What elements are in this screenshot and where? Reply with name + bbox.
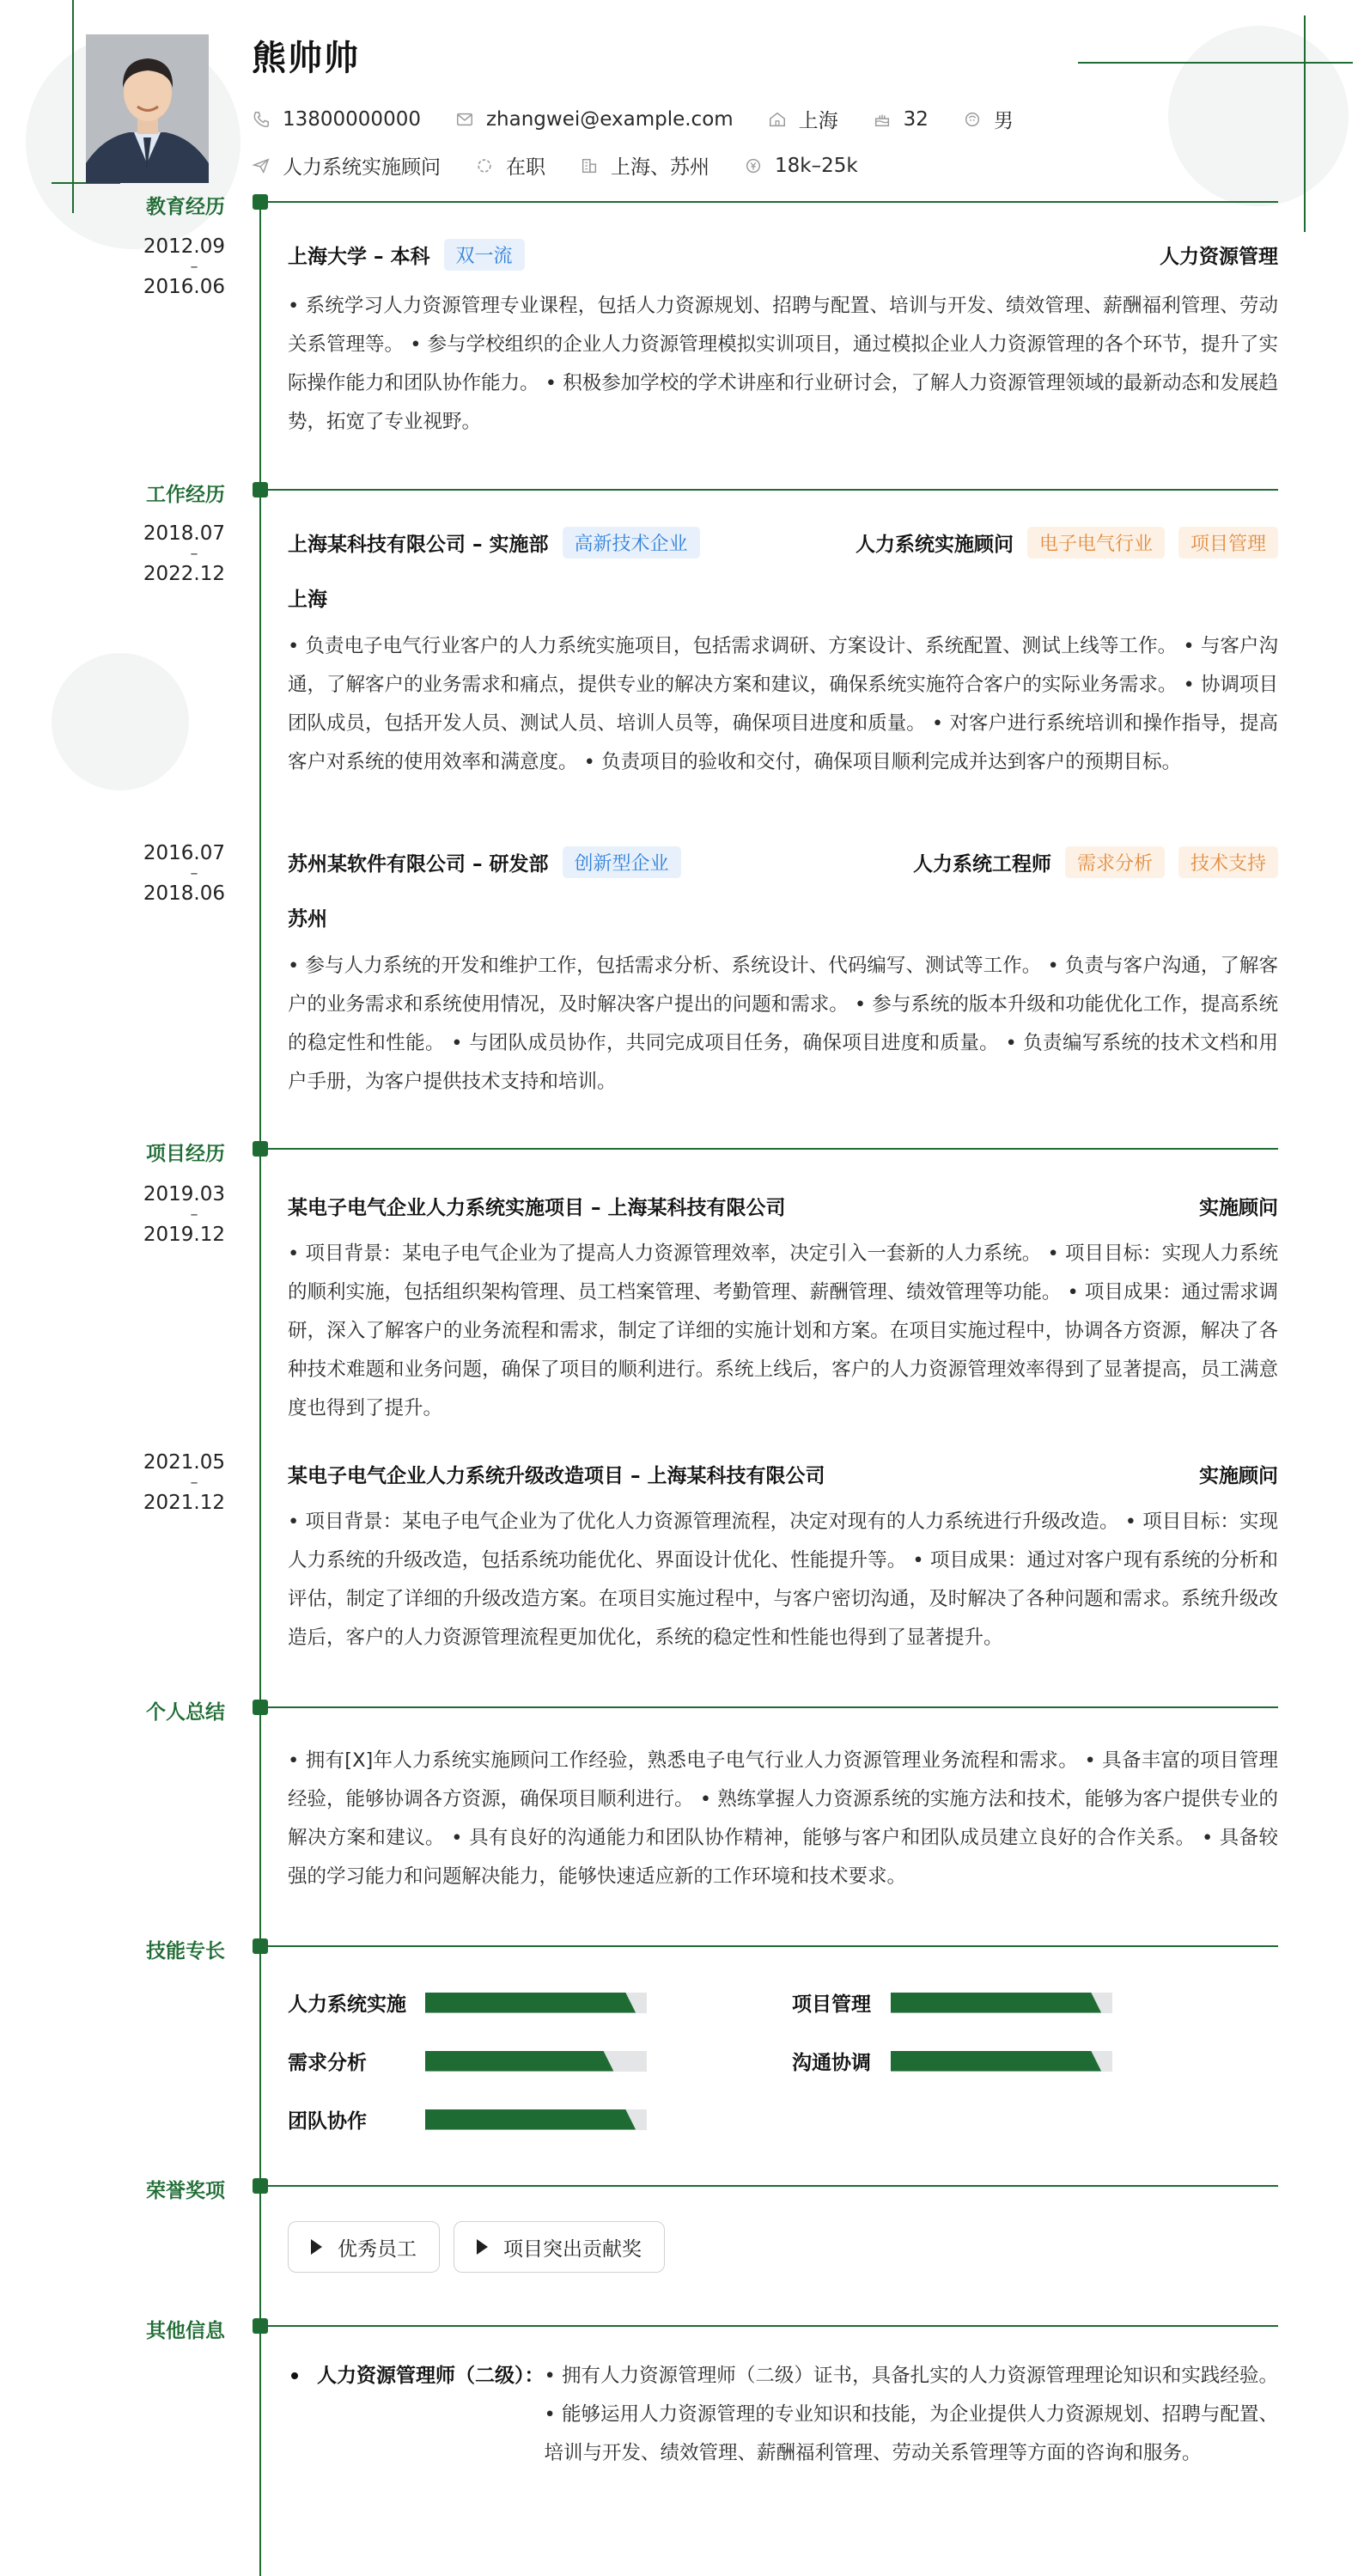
gender-value: 男: [993, 110, 1014, 132]
work-1-tag: 项目管理: [1178, 527, 1278, 559]
work-1-start: 2018.07: [143, 522, 225, 545]
section-title-work: 工作经历: [146, 484, 225, 506]
project-2-header: [288, 1460, 1278, 1488]
project-2-start: 2021.05: [143, 1451, 225, 1474]
home-icon: [768, 110, 787, 129]
project-1-role: 实施顾问: [1199, 1197, 1278, 1219]
position-item: [252, 151, 441, 180]
date-dash: –: [190, 864, 198, 882]
section-marker: [253, 1938, 268, 1954]
project-2-dates: [120, 1452, 225, 1514]
status-value: 在职: [506, 156, 545, 179]
city-value: 上海: [798, 110, 838, 132]
status-item: [475, 151, 545, 180]
work-1-role: 人力系统实施顾问: [855, 534, 1014, 556]
education-end: 2016.06: [143, 276, 225, 298]
work-1-tag: 电子电气行业: [1027, 527, 1165, 559]
age-item: [873, 108, 929, 131]
section-marker: [253, 194, 268, 210]
other-info-text: • 拥有人力资源管理师（二级）证书，具备扎实的人力资源管理理论知识和实践经验。 • 能够运用人力资源管理的专业知识和技能，为企业提供人力资源规划、招聘与配置、培训与开发、绩效管理、薪酬福利管理、劳动关系管理等方面的咨询和服务。: [544, 2365, 1278, 2464]
section-marker: [253, 1141, 268, 1157]
play-icon: [477, 2239, 488, 2255]
section-divider: [268, 2185, 1278, 2187]
gender-item: [963, 105, 1014, 133]
work-2-dates: [120, 843, 225, 905]
job-intent-row: [252, 151, 892, 180]
email-item: [455, 108, 734, 131]
section-title-summary: 个人总结: [146, 1701, 225, 1724]
section-divider: [268, 2325, 1278, 2327]
skill-item: [288, 2105, 647, 2133]
section-title-honors: 荣誉奖项: [146, 2180, 225, 2202]
section-marker: [253, 2178, 268, 2194]
work-2-end: 2018.06: [143, 882, 225, 905]
section-divider: [268, 489, 1278, 491]
city-item: [768, 105, 838, 133]
phone-value: 13800000000: [283, 107, 421, 131]
skill-bar: [425, 2051, 647, 2072]
other-info-item: [288, 2357, 1278, 2473]
skill-bar: [425, 1993, 647, 2013]
work-1-description: • 负责电子电气行业客户的人力系统实施项目，包括需求调研、方案设计、系统配置、测试上线等工作。 • 与客户沟通，了解客户的业务需求和痛点，提供专业的解决方案和建议，确保系统实施符合客户的实际业务需求。 • 协调项目团队成员，包括开发人员、测试人员、培训人员等，确保项目进度和质量。 • 对客户进行系统培训和操作指导，提高客户对系统的使用效率和满意度。 • 负责项目的验收和交付，确保项目顺利完成并达到客户的预期目标。: [288, 635, 1278, 773]
school-name: 上海大学 – 本科: [288, 246, 430, 268]
decor-circle-left-mid: [52, 653, 189, 791]
phone-icon: [252, 110, 271, 129]
education-start: 2012.09: [143, 235, 225, 258]
section-title-other: 其他信息: [146, 2320, 225, 2342]
salary-item: [744, 155, 858, 177]
salary-value: 18k–25k: [775, 154, 858, 177]
honor-badge: [288, 2221, 440, 2273]
project-1-start: 2019.03: [143, 1183, 225, 1206]
work-1-company: 上海某科技有限公司 – 实施部: [288, 534, 549, 556]
skill-bar-fill: [425, 1993, 636, 2013]
project-1-end: 2019.12: [143, 1224, 225, 1246]
avatar-portrait: [86, 34, 209, 183]
mail-icon: [455, 110, 474, 129]
phone-item: [252, 108, 421, 131]
work-1-end: 2022.12: [143, 563, 225, 585]
expected-city-item: [580, 151, 709, 180]
skill-bar-fill: [425, 2109, 636, 2130]
section-title-skills: 技能专长: [146, 1940, 225, 1963]
gender-icon: [963, 110, 982, 129]
project-2-end: 2021.12: [143, 1492, 225, 1514]
play-icon: [311, 2239, 322, 2255]
send-icon: [252, 156, 271, 175]
decor-line: [1078, 62, 1353, 64]
other-info-label: 人力资源管理师（二级）：: [317, 2365, 545, 2387]
major-name: 人力资源管理: [1160, 246, 1278, 268]
work-2-description: • 参与人力系统的开发和维护工作，包括需求分析、系统设计、代码编写、测试等工作。 • 负责与客户沟通，了解客户的业务需求和系统使用情况，及时解决客户提出的问题和需求。 • 参与系统的版本升级和功能优化工作，提高系统的稳定性和性能。 • 与团队成员协作，共同完成项目任务，确保项目进度和质量。 • 负责编写系统的技术文档和用户手册，为客户提供技术支持和培训。: [288, 955, 1278, 1093]
candidate-name: 熊帅帅: [252, 39, 360, 78]
skill-label: 人力系统实施: [288, 1993, 406, 2016]
work-2-tag: 技术支持: [1178, 846, 1278, 878]
work-2-header: [288, 846, 1278, 878]
skill-item: [288, 1988, 647, 2017]
skill-bar: [891, 2051, 1112, 2072]
section-divider: [268, 1706, 1278, 1708]
bullet-dot: [291, 2372, 298, 2379]
position-value: 人力系统实施顾问: [283, 156, 441, 179]
work-1-header: [288, 527, 1278, 559]
age-value: 32: [903, 107, 929, 131]
skill-label: 团队协作: [288, 2110, 367, 2133]
section-divider: [268, 1148, 1278, 1150]
decor-circle-right-top: [1168, 26, 1349, 206]
honor-label: 项目突出贡献奖: [503, 2237, 642, 2261]
skill-label: 沟通协调: [792, 2052, 871, 2074]
skill-item: [792, 1988, 1112, 2017]
education-header: [288, 239, 1278, 271]
work-1-company-tag: 高新技术企业: [563, 527, 700, 559]
skill-bar-fill: [425, 2051, 613, 2072]
skill-label: 项目管理: [792, 1993, 871, 2016]
avatar: [86, 34, 209, 183]
work-2-start: 2016.07: [143, 842, 225, 864]
date-dash: –: [190, 1474, 198, 1492]
work-1-location: 上海: [288, 589, 327, 611]
decor-line: [72, 0, 74, 213]
section-title-projects: 项目经历: [146, 1143, 225, 1165]
section-divider: [268, 1945, 1278, 1947]
work-2-role: 人力系统工程师: [912, 853, 1051, 876]
date-dash: –: [190, 545, 198, 563]
timeline-line: [259, 203, 261, 2576]
section-marker: [253, 482, 268, 497]
contact-row: [252, 105, 1048, 133]
skill-bar: [425, 2109, 647, 2130]
cake-icon: [873, 110, 892, 129]
section-title-education: 教育经历: [146, 196, 225, 218]
summary-description: • 拥有[X]年人力系统实施顾问工作经验，熟悉电子电气行业人力资源管理业务流程和需求。 • 具备丰富的项目管理经验，能够协调各方资源，确保项目顺利进行。 • 熟练掌握人力资源系统的实施方法和技术，能够为客户提供专业的解决方案和建议。 • 具有良好的沟通能力和团队协作精神，能够与客户和团队成员建立良好的合作关系。 • 具备较强的学习能力和问题解决能力，能够快速适应新的工作环境和技术要求。: [288, 1749, 1278, 1888]
expected-city-value: 上海、苏州: [611, 156, 709, 179]
work-1-dates: [120, 523, 225, 585]
decor-line: [1304, 15, 1306, 232]
building-icon: [580, 156, 599, 175]
project-1-dates: [120, 1184, 225, 1246]
project-2-role: 实施顾问: [1199, 1465, 1278, 1487]
skill-item: [792, 2047, 1112, 2075]
school-tag: 双一流: [444, 239, 525, 271]
work-2-company: 苏州某软件有限公司 – 研发部: [288, 853, 549, 876]
education-dates: [120, 236, 225, 298]
project-1-description: • 项目背景：某电子电气企业为了提高人力资源管理效率，决定引入一套新的人力系统。 • 项目目标：实现人力系统的顺利实施，包括组织架构管理、员工档案管理、考勤管理、薪酬管理、绩效管理等功能。 • 项目成果：通过需求调研，深入了解客户的业务流程和需求，制定了详细的实施计划和方案。在项目实施过程中，协调各方资源，解决了各种技术难题和业务问题，确保了项目的顺利进行。系统上线后，客户的人力资源管理效率得到了显著提高，员工满意度也得到了提升。: [288, 1242, 1278, 1419]
skill-bar: [891, 1993, 1112, 2013]
honor-badge: [454, 2221, 665, 2273]
skill-bar-fill: [891, 1993, 1101, 2013]
project-1-header: [288, 1192, 1278, 1220]
work-2-tag: 需求分析: [1065, 846, 1165, 878]
money-icon: [744, 156, 763, 175]
refresh-icon: [475, 156, 494, 175]
skill-label: 需求分析: [288, 2052, 367, 2074]
project-1-title: 某电子电气企业人力系统实施项目 – 上海某科技有限公司: [288, 1197, 786, 1219]
section-marker: [253, 2318, 268, 2334]
date-dash: –: [190, 258, 198, 276]
skill-item: [288, 2047, 647, 2075]
date-dash: –: [190, 1206, 198, 1224]
work-2-location: 苏州: [288, 908, 327, 931]
section-divider: [268, 201, 1278, 203]
email-value: zhangwei@example.com: [485, 107, 734, 131]
project-2-description: • 项目背景：某电子电气企业为了优化人力资源管理流程，决定对现有的人力系统进行升级改造。 • 项目目标：实现人力系统的升级改造，包括系统功能优化、界面设计优化、性能提升等。 • 项目成果：通过对客户现有系统的分析和评估，制定了详细的升级改造方案。在项目实施过程中，与客户密切沟通，及时解决了各种问题和需求。系统升级改造后，客户的人力资源管理流程更加优化，系统的稳定性和性能也得到了显著提升。: [288, 1511, 1278, 1649]
work-2-company-tag: 创新型企业: [563, 846, 681, 878]
honor-label: 优秀员工: [338, 2237, 417, 2261]
project-2-title: 某电子电气企业人力系统升级改造项目 – 上海某科技有限公司: [288, 1465, 825, 1487]
section-marker: [253, 1700, 268, 1715]
education-description: • 系统学习人力资源管理专业课程，包括人力资源规划、招聘与配置、培训与开发、绩效管理、薪酬福利管理、劳动关系管理等。 • 参与学校组织的企业人力资源管理模拟实训项目，通过模拟企业人力资源管理的各个环节，提升了实际操作能力和团队协作能力。 • 积极参加学校的学术讲座和行业研讨会，了解人力资源管理领域的最新动态和发展趋势，拓宽了专业视野。: [288, 295, 1278, 433]
skill-bar-fill: [891, 2051, 1101, 2072]
